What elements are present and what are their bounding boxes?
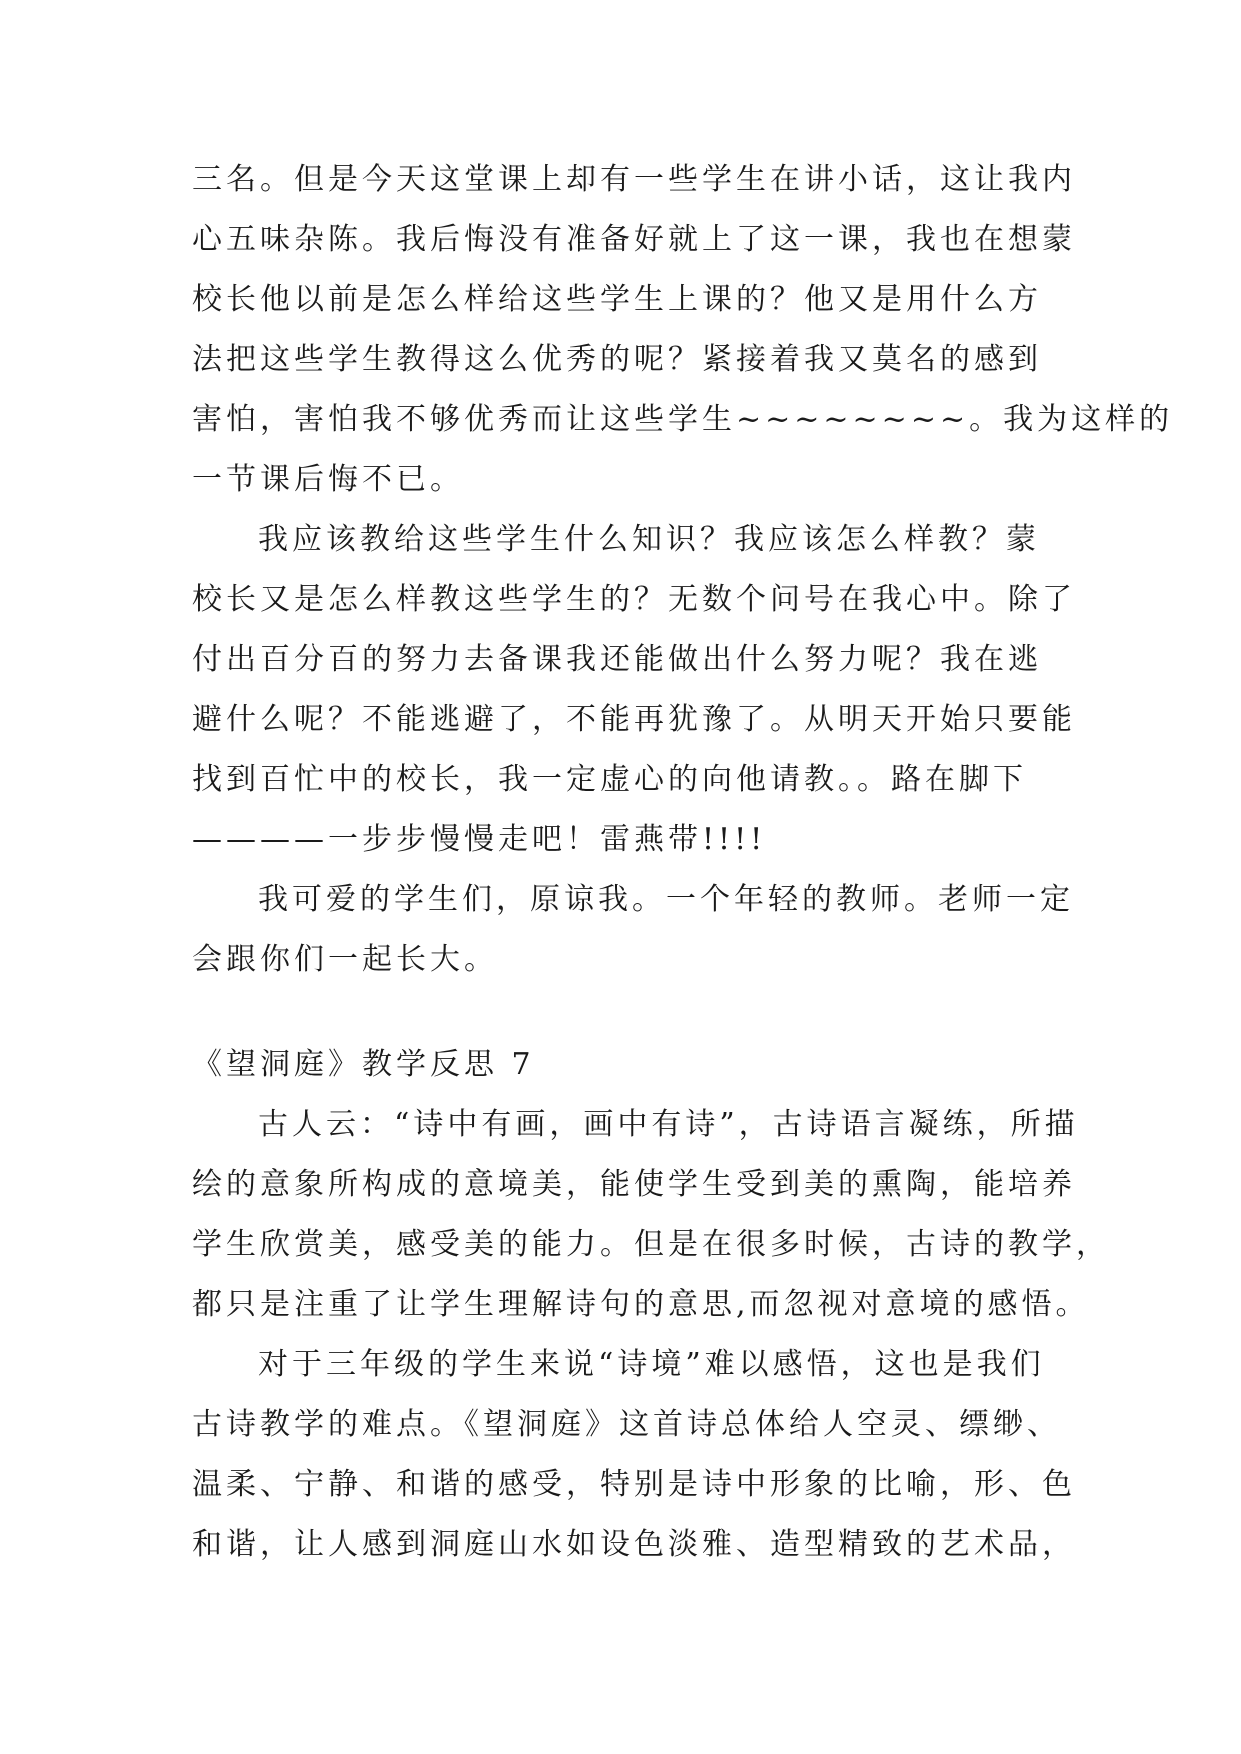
text-line: 学生欣赏美，感受美的能力。但是在很多时候，古诗的教学， <box>192 1227 1110 1262</box>
text-line: 心五味杂陈。我后悔没有准备好就上了这一课，我也在想蒙 <box>192 222 1076 257</box>
paragraph-closing <box>192 870 1074 990</box>
paragraph-continuation <box>192 150 1174 510</box>
text-line: 三名。但是今天这堂课上却有一些学生在讲小话，这让我内 <box>192 162 1076 197</box>
text-line: 古人云：“诗中有画，画中有诗”，古诗语言凝练，所描 <box>258 1107 1079 1142</box>
text-line: 避什么呢？不能逃避了，不能再犹豫了。从明天开始只要能 <box>192 702 1076 737</box>
text-line: 绘的意象所构成的意境美，能使学生受到美的熏陶，能培养 <box>192 1167 1076 1202</box>
text-line: 都只是注重了让学生理解诗句的意思,而忽视对意境的感悟。 <box>192 1287 1090 1322</box>
text-line: 一节课后悔不已。 <box>192 462 464 497</box>
paragraph-questions <box>192 510 1076 870</box>
text-line: 校长又是怎么样教这些学生的？无数个问号在我心中。除了 <box>192 582 1076 617</box>
text-line: 校长他以前是怎么样给这些学生上课的？他又是用什么方 <box>192 282 1042 317</box>
text-line: 古诗教学的难点。《望洞庭》这首诗总体给人空灵、缥缈、 <box>192 1407 1061 1442</box>
text-line: 我应该教给这些学生什么知识？我应该怎么样教？蒙 <box>258 522 1040 557</box>
section-title: 《望洞庭》教学反思 7 <box>192 1047 535 1082</box>
text-line: 害怕，害怕我不够优秀而让这些学生~~~~~~~~。我为这样的 <box>192 402 1174 437</box>
text-line: 法把这些学生教得这么优秀的呢？紧接着我又莫名的感到 <box>192 342 1042 377</box>
paragraph-intro <box>192 1095 1110 1335</box>
paragraph-poem-analysis <box>192 1335 1076 1575</box>
text-line: ————一步步慢慢走吧！雷燕带!!!! <box>192 822 767 857</box>
text-line: 和谐，让人感到洞庭山水如设色淡雅、造型精致的艺术品， <box>192 1527 1076 1562</box>
text-line: 温柔、宁静、和谐的感受，特别是诗中形象的比喻，形、色 <box>192 1467 1076 1502</box>
text-line: 我可爱的学生们，原谅我。一个年轻的教师。老师一定 <box>258 882 1074 917</box>
text-line: 会跟你们一起长大。 <box>192 942 498 977</box>
text-line: 付出百分百的努力去备课我还能做出什么努力呢？我在逃 <box>192 642 1042 677</box>
text-line: 对于三年级的学生来说“诗境”难以感悟，这也是我们 <box>258 1347 1045 1382</box>
text-line: 找到百忙中的校长，我一定虚心的向他请教。。路在脚下 <box>192 762 1027 797</box>
